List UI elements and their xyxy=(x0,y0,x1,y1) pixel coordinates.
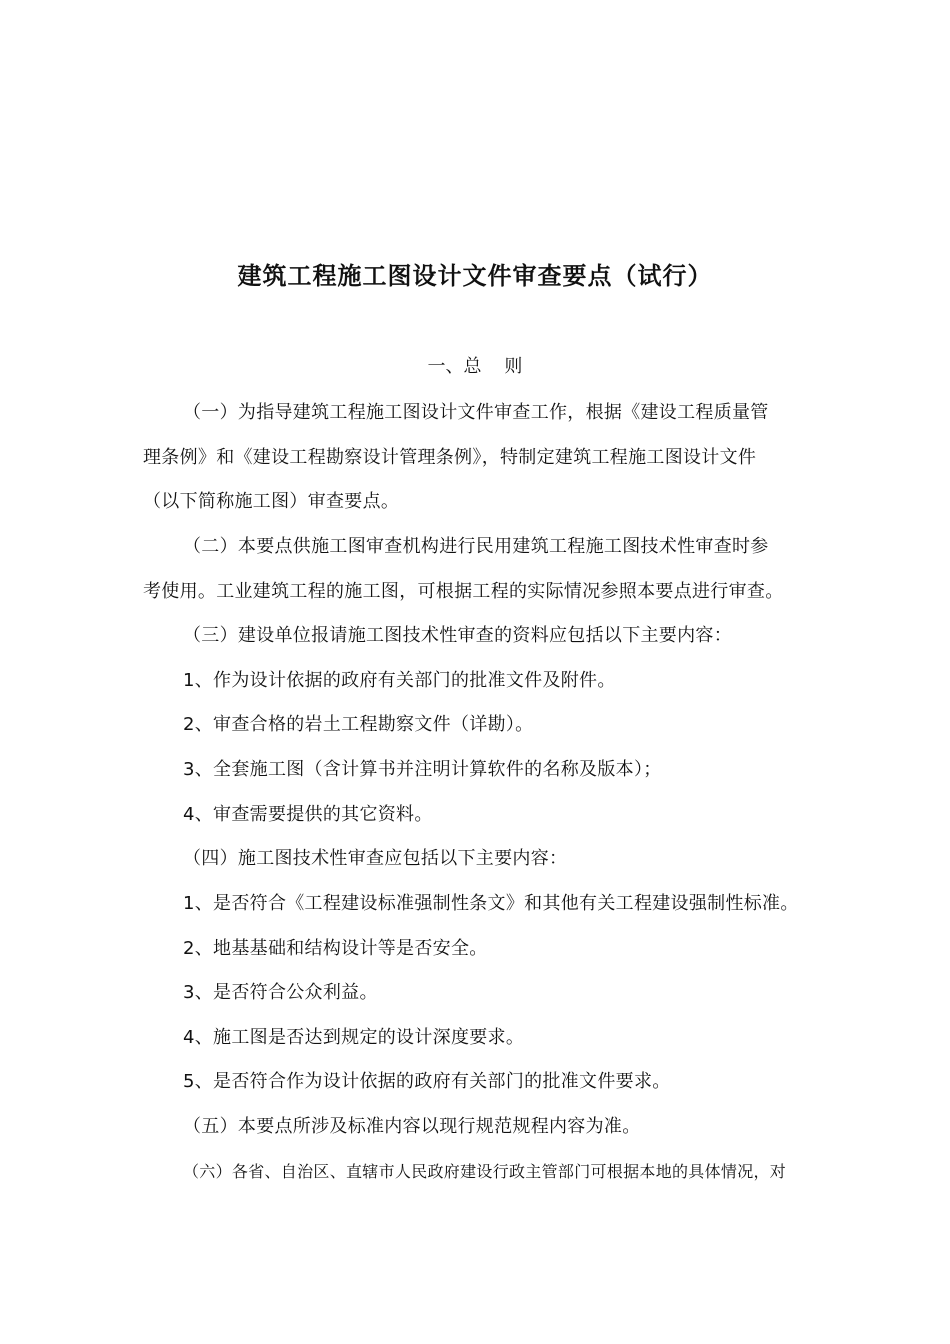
list-item: 3、是否符合公众利益。 xyxy=(183,982,378,1003)
paragraph-line: （四）施工图技术性审查应包括以下主要内容： xyxy=(183,848,568,869)
paragraph-line: 考使用。工业建筑工程的施工图，可根据工程的实际情况参照本要点进行审查。 xyxy=(143,581,784,602)
list-item: 4、审查需要提供的其它资料。 xyxy=(183,804,433,825)
list-item: 3、全套施工图（含计算书并注明计算软件的名称及版本）； xyxy=(183,759,662,780)
document-title: 建筑工程施工图设计文件审查要点（试行） xyxy=(237,262,713,290)
paragraph-line: （一）为指导建筑工程施工图设计文件审查工作，根据《建设工程质量管 xyxy=(183,402,769,423)
list-item: 1、是否符合《工程建设标准强制性条文》和其他有关工程建设强制性标准。 xyxy=(183,893,799,914)
list-item: 4、施工图是否达到规定的设计深度要求。 xyxy=(183,1027,525,1048)
list-item: 1、作为设计依据的政府有关部门的批准文件及附件。 xyxy=(183,670,616,691)
paragraph-line: （六）各省、自治区、直辖市人民政府建设行政主管部门可根据本地的具体情况，对 xyxy=(183,1162,787,1181)
list-item: 2、地基基础和结构设计等是否安全。 xyxy=(183,938,488,959)
paragraph-line: （二）本要点供施工图审查机构进行民用建筑工程施工图技术性审查时参 xyxy=(183,536,769,557)
paragraph-line: （五）本要点所涉及标准内容以现行规范规程内容为准。 xyxy=(183,1116,641,1137)
section-heading: 一、总 则 xyxy=(427,356,523,377)
paragraph-line: （以下简称施工图）审查要点。 xyxy=(143,491,400,512)
list-item: 5、是否符合作为设计依据的政府有关部门的批准文件要求。 xyxy=(183,1071,671,1092)
paragraph-line: （三）建设单位报请施工图技术性审查的资料应包括以下主要内容： xyxy=(183,625,732,646)
list-item: 2、审查合格的岩土工程勘察文件（详勘）。 xyxy=(183,714,534,735)
paragraph-line: 理条例》和《建设工程勘察设计管理条例》，特制定建筑工程施工图设计文件 xyxy=(143,447,757,468)
